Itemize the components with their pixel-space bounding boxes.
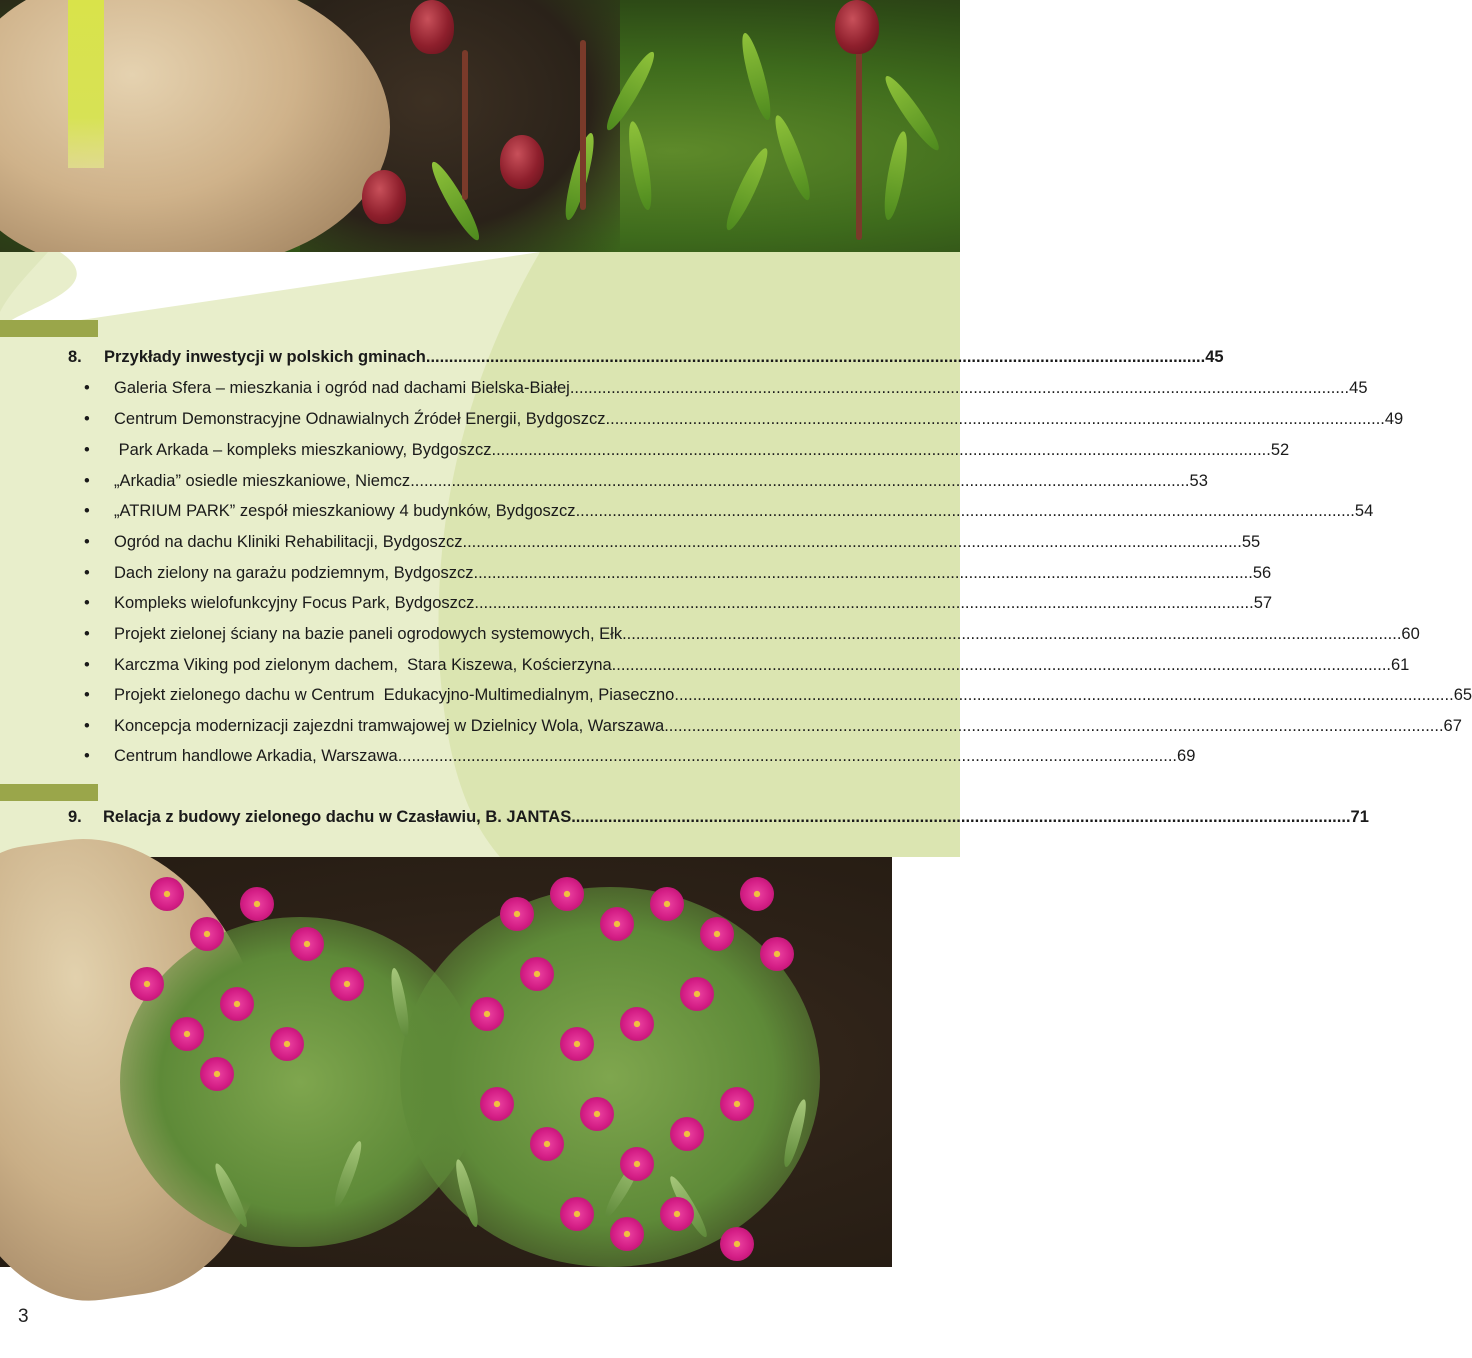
toc-heading-8[interactable] bbox=[0, 346, 1224, 368]
toc-page-number: 54 bbox=[1354, 502, 1374, 520]
toc-leader-dots: .......................................................................................................................................................................... bbox=[462, 533, 1242, 551]
toc-leader-dots: .......................................................................................................................................................................... bbox=[397, 747, 1178, 765]
toc-heading-title: Przykłady inwestycji w polskich gminach bbox=[104, 348, 426, 366]
photo-leaf bbox=[770, 113, 816, 203]
toc-page-number: 56 bbox=[1252, 564, 1272, 582]
toc-item[interactable] bbox=[0, 623, 1420, 645]
toc-leader-dots: .......................................................................................................................................................................... bbox=[569, 379, 1350, 397]
toc-page-number: 60 bbox=[1401, 625, 1420, 643]
photo-flower bbox=[500, 897, 534, 931]
toc-leader-dots: .......................................................................................................................................................................... bbox=[473, 564, 1253, 582]
toc-heading-title: Relacja z budowy zielonego dachu w Czasławiu, B. JANTAS bbox=[103, 808, 572, 826]
photo-flower bbox=[520, 957, 554, 991]
page-number: 3 bbox=[18, 1306, 29, 1327]
toc-page-number: 69 bbox=[1177, 747, 1196, 765]
toc-leader-dots: .......................................................................................................................................................................... bbox=[425, 348, 1206, 366]
photo-flower bbox=[330, 967, 364, 1001]
photo-leaf bbox=[721, 145, 774, 233]
photo-leaf bbox=[880, 72, 945, 155]
toc-item-title: Dach zielony na garażu podziemnym, Bydgoszcz bbox=[114, 564, 474, 582]
toc-page-number: 65 bbox=[1453, 686, 1472, 704]
photo-flower bbox=[200, 1057, 234, 1091]
toc-leader-dots: .......................................................................................................................................................................... bbox=[674, 686, 1454, 704]
photo-flower bbox=[560, 1027, 594, 1061]
toc-leader-dots: .......................................................................................................................................................................... bbox=[491, 441, 1271, 459]
photo-flower-bud bbox=[410, 0, 454, 54]
toc-item-title: Park Arkada – kompleks mieszkaniowy, Bydgoszcz bbox=[114, 441, 492, 459]
toc-item[interactable] bbox=[0, 408, 1404, 430]
toc-item[interactable] bbox=[0, 715, 1462, 737]
photo-flower bbox=[130, 967, 164, 1001]
toc-page-number: 71 bbox=[1350, 808, 1369, 826]
toc-leader-dots: .......................................................................................................................................................................... bbox=[410, 472, 1190, 490]
photo-flower bbox=[700, 917, 734, 951]
toc-leader-dots: .......................................................................................................................................................................... bbox=[611, 656, 1391, 674]
toc-item-title: Projekt zielonego dachu w Centrum Edukacyjno-Multimedialnym, Piaseczno bbox=[114, 686, 675, 704]
photo-flower bbox=[150, 877, 184, 911]
photo-flower bbox=[660, 1197, 694, 1231]
photo-flower bbox=[190, 917, 224, 951]
bullet-icon: • bbox=[84, 686, 90, 704]
photo-flower bbox=[600, 907, 634, 941]
bullet-icon: • bbox=[84, 533, 90, 551]
toc-item[interactable] bbox=[0, 592, 1273, 614]
photo-leaf bbox=[880, 130, 911, 221]
photo-flower bbox=[620, 1007, 654, 1041]
toc-leader-dots: .......................................................................................................................................................................... bbox=[622, 625, 1402, 643]
bullet-icon: • bbox=[84, 625, 90, 643]
toc-page-number: 55 bbox=[1241, 533, 1261, 551]
bullet-icon: • bbox=[84, 410, 90, 428]
photo-flower-bud bbox=[362, 170, 406, 224]
toc-heading-9[interactable] bbox=[0, 806, 1369, 828]
photo-flower bbox=[580, 1097, 614, 1131]
photo-leaf bbox=[624, 120, 655, 211]
toc-page-number: 61 bbox=[1391, 656, 1410, 674]
bullet-icon: • bbox=[84, 472, 90, 490]
toc-item[interactable] bbox=[0, 470, 1208, 492]
toc-item[interactable] bbox=[0, 562, 1272, 584]
photo-flower bbox=[720, 1227, 754, 1261]
photo-flower bbox=[560, 1197, 594, 1231]
photo-flower bbox=[220, 987, 254, 1021]
photo-flower bbox=[550, 877, 584, 911]
toc-item[interactable] bbox=[0, 500, 1374, 522]
bullet-icon: • bbox=[84, 502, 90, 520]
bottom-photo-alyssum bbox=[0, 857, 892, 1267]
bullet-icon: • bbox=[84, 747, 90, 765]
photo-flower bbox=[650, 887, 684, 921]
bullet-icon: • bbox=[84, 594, 90, 612]
section-bar-9 bbox=[0, 784, 98, 801]
toc-leader-dots: .......................................................................................................................................................................... bbox=[575, 502, 1355, 520]
toc-page-number: 45 bbox=[1205, 348, 1224, 366]
toc-heading-number: 8. bbox=[68, 348, 82, 366]
photo-stem bbox=[580, 40, 586, 210]
photo-flower bbox=[240, 887, 274, 921]
toc-leader-dots: .......................................................................................................................................................................... bbox=[474, 594, 1254, 612]
photo-flower bbox=[530, 1127, 564, 1161]
toc-page-number: 49 bbox=[1384, 410, 1404, 428]
toc-item-title: Kompleks wielofunkcyjny Focus Park, Bydgoszcz bbox=[114, 594, 475, 612]
section-bar-8 bbox=[0, 320, 98, 337]
toc-page-number: 52 bbox=[1270, 441, 1290, 459]
toc-item-title: Projekt zielonej ściany na bazie paneli ogrodowych systemowych, Ełk bbox=[114, 625, 623, 643]
toc-item[interactable] bbox=[0, 377, 1368, 399]
toc-item[interactable] bbox=[0, 439, 1290, 461]
toc-item-title: Galeria Sfera – mieszkania i ogród nad dachami Bielska-Białej bbox=[114, 379, 570, 397]
photo-flower-bud bbox=[500, 135, 544, 189]
top-photo-saxifrage bbox=[0, 0, 960, 252]
toc-item-title: Ogród na dachu Kliniki Rehabilitacji, Bydgoszcz bbox=[114, 533, 463, 551]
toc-page-number: 57 bbox=[1253, 594, 1273, 612]
toc-item-title: Centrum handlowe Arkadia, Warszawa bbox=[114, 747, 398, 765]
photo-stem bbox=[856, 30, 862, 240]
photo-flower bbox=[610, 1217, 644, 1251]
toc-item-title: „ATRIUM PARK” zespół mieszkaniowy 4 budynków, Bydgoszcz bbox=[114, 502, 576, 520]
photo-flower-bud bbox=[835, 0, 879, 54]
bullet-icon: • bbox=[84, 656, 90, 674]
photo-leaf bbox=[737, 31, 776, 122]
toc-item[interactable] bbox=[0, 745, 1196, 767]
bullet-icon: • bbox=[84, 379, 90, 397]
photo-flower bbox=[740, 877, 774, 911]
toc-leader-dots: .......................................................................................................................................................................... bbox=[571, 808, 1351, 826]
photo-flower bbox=[720, 1087, 754, 1121]
toc-page-number: 45 bbox=[1349, 379, 1368, 397]
toc-page-number: 67 bbox=[1443, 717, 1462, 735]
photo-flower bbox=[620, 1147, 654, 1181]
photo-flower bbox=[470, 997, 504, 1031]
yellow-accent-bar bbox=[68, 0, 104, 168]
photo-flower bbox=[290, 927, 324, 961]
photo-flower bbox=[760, 937, 794, 971]
toc-item-title: „Arkadia” osiedle mieszkaniowe, Niemcz bbox=[114, 472, 411, 490]
toc-item-title: Koncepcja modernizacji zajezdni tramwajowej w Dzielnicy Wola, Warszawa bbox=[114, 717, 665, 735]
photo-flower bbox=[270, 1027, 304, 1061]
toc-leader-dots: .......................................................................................................................................................................... bbox=[605, 410, 1385, 428]
toc-item-title: Centrum Demonstracyjne Odnawialnych Źródeł Energii, Bydgoszcz bbox=[114, 410, 606, 428]
photo-flower bbox=[670, 1117, 704, 1151]
toc-item[interactable] bbox=[0, 654, 1410, 676]
photo-flower bbox=[480, 1087, 514, 1121]
toc-heading-number: 9. bbox=[68, 808, 82, 826]
bullet-icon: • bbox=[84, 441, 90, 459]
photo-flower bbox=[680, 977, 714, 1011]
photo-stem bbox=[462, 50, 468, 200]
toc-item-title: Karczma Viking pod zielonym dachem, Stara Kiszewa, Kościerzyna bbox=[114, 656, 612, 674]
toc-item[interactable] bbox=[0, 684, 1472, 706]
bullet-icon: • bbox=[84, 564, 90, 582]
toc-leader-dots: .......................................................................................................................................................................... bbox=[664, 717, 1444, 735]
photo-flower bbox=[170, 1017, 204, 1051]
toc-item[interactable] bbox=[0, 531, 1261, 553]
bullet-icon: • bbox=[84, 717, 90, 735]
toc-page-number: 53 bbox=[1189, 472, 1208, 490]
